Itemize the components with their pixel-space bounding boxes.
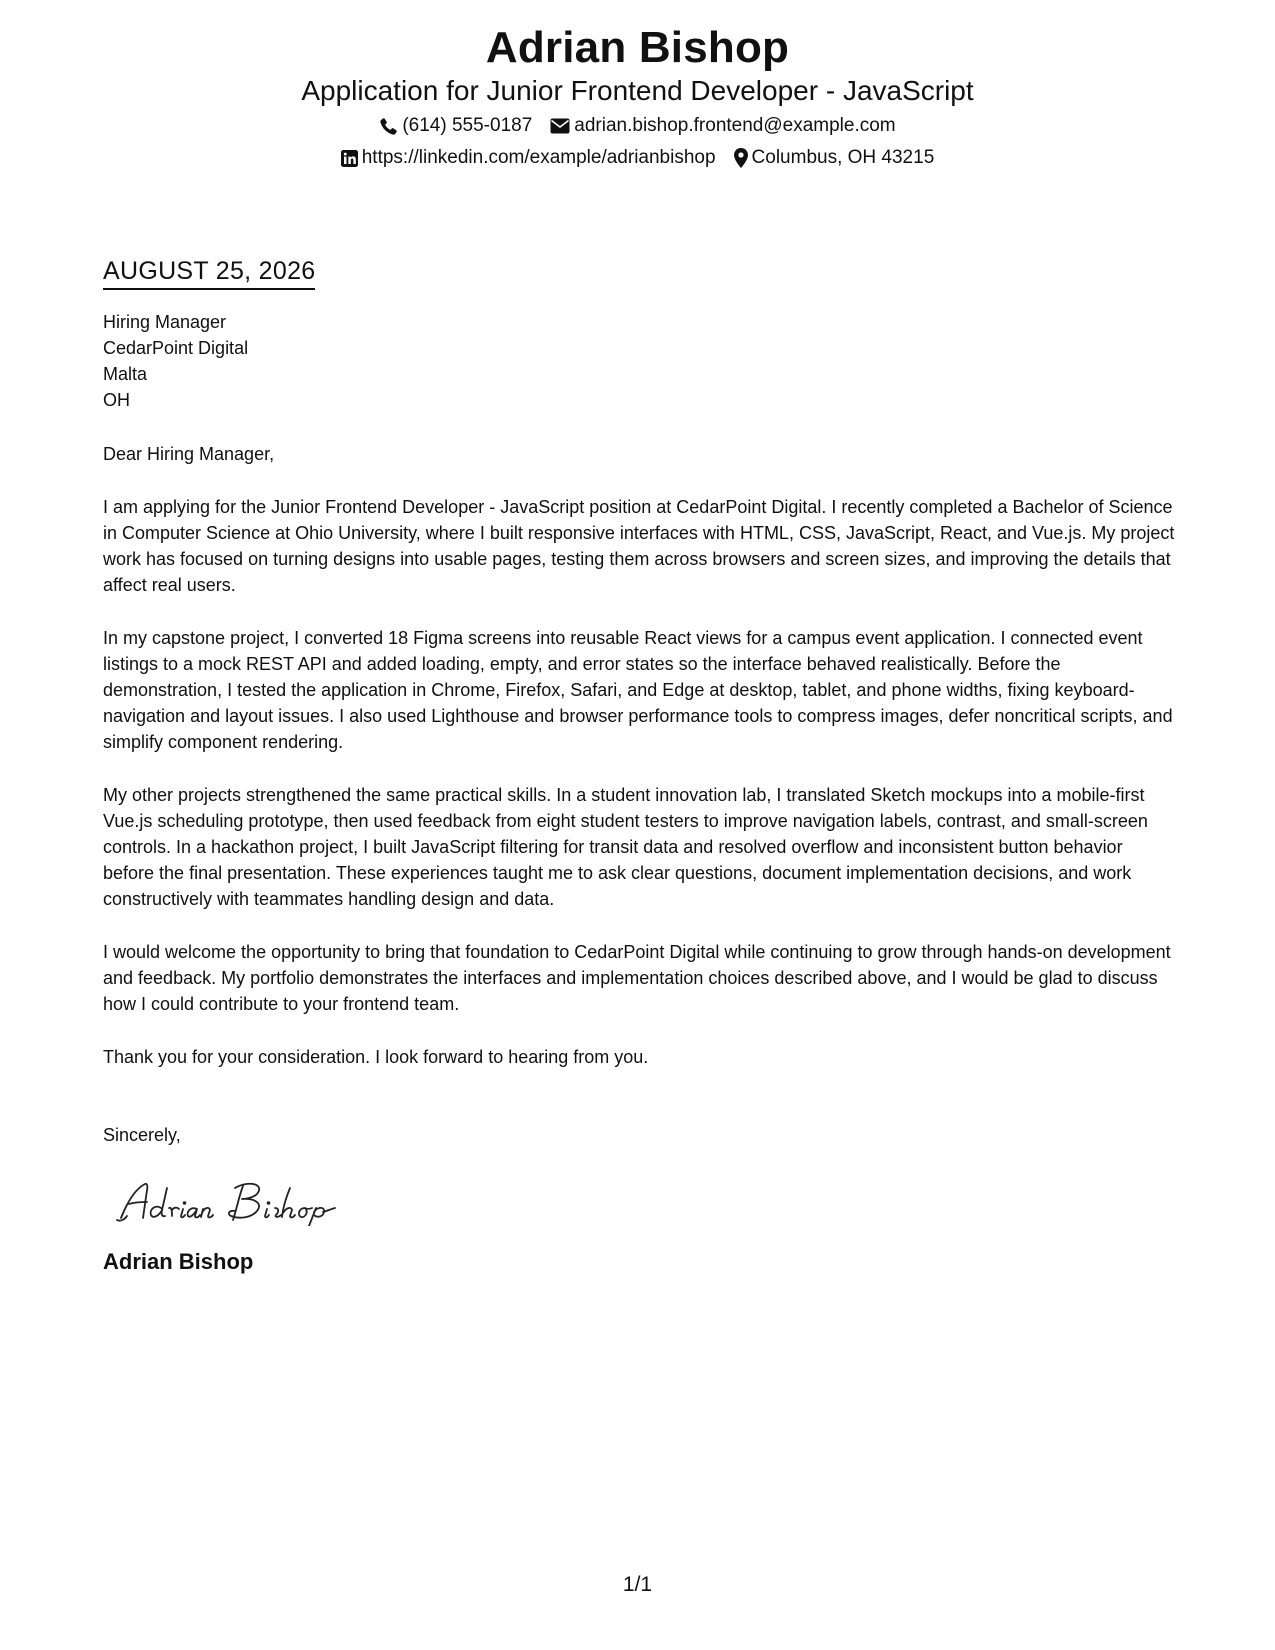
signer-name: Adrian Bishop bbox=[103, 1249, 254, 1274]
recipient-block bbox=[103, 309, 1178, 413]
email-address[interactable]: adrian.bishop.frontend@example.com bbox=[574, 115, 896, 136]
contact-location bbox=[734, 146, 935, 170]
signature-drawing bbox=[115, 1178, 365, 1226]
letter-body bbox=[103, 255, 1178, 1276]
contact-phone bbox=[379, 114, 532, 138]
contact-row-secondary bbox=[0, 146, 1275, 170]
location-text: Columbus, OH 43215 bbox=[751, 147, 935, 168]
application-subtitle: Application for Junior Frontend Developer - JavaScript bbox=[301, 75, 974, 106]
linkedin-icon bbox=[341, 150, 358, 167]
recipient-state: OH bbox=[103, 390, 130, 410]
closing-phrase: Sincerely, bbox=[103, 1125, 181, 1145]
phone-icon bbox=[379, 117, 398, 136]
body-paragraph-closing: I would welcome the opportunity to bring that foundation to CedarPoint Digital while continuing to grow through hands-on development and feedback. My portfolio demonstrates the interfaces and implementation choices described above, and I would be glad to discuss how I could contribute to your frontend team. bbox=[103, 942, 1171, 1014]
applicant-name: Adrian Bishop bbox=[485, 23, 790, 72]
contact-linkedin[interactable] bbox=[341, 146, 716, 170]
body-paragraph-capstone: In my capstone project, I converted 18 Figma screens into reusable React views for a campus event application. I connected event listings to a mock REST API and added loading, empty, and error states so the interface behaved realistically. Before the demonstration, I tested the application in Chrome, Firefox, Safari, and Edge at desktop, tablet, and phone widths, fixing keyboard-navigation and layout issues. I also used Lighthouse and browser performance tools to compress images, defer noncritical scripts, and simplify component rendering. bbox=[103, 628, 1173, 752]
body-paragraph-projects: My other projects strengthened the same practical skills. In a student innovation lab, I translated Sketch mockups into a mobile-first Vue.js scheduling prototype, then used feedback from eight student testers to improve navigation labels, contrast, and small-screen controls. In a hackathon project, I built JavaScript filtering for transit data and resolved overflow and inconsistent button behavior before the final presentation. These experiences taught me to ask clear questions, document implementation decisions, and work constructively with teammates handling design and data. bbox=[103, 785, 1148, 909]
letter-date: AUGUST 25, 2026 bbox=[103, 255, 315, 290]
phone-number: (614) 555-0187 bbox=[402, 115, 533, 136]
page-number: 1/1 bbox=[622, 1573, 653, 1596]
contact-email[interactable] bbox=[550, 114, 895, 138]
body-paragraph-thanks: Thank you for your consideration. I look forward to hearing from you. bbox=[103, 1047, 649, 1067]
contact-row-primary bbox=[0, 114, 1275, 138]
recipient-title: Hiring Manager bbox=[103, 312, 227, 332]
recipient-city: Malta bbox=[103, 364, 148, 384]
salutation: Dear Hiring Manager, bbox=[103, 444, 275, 464]
linkedin-url[interactable]: https://linkedin.com/example/adrianbishop bbox=[361, 147, 716, 168]
letter-header bbox=[0, 22, 1275, 170]
handwritten-signature bbox=[115, 1178, 1178, 1226]
body-paragraph-intro: I am applying for the Junior Frontend Developer - JavaScript position at CedarPoint Digital. I recently completed a Bachelor of Science in Computer Science at Ohio University, where I built responsive interfaces with HTML, CSS, JavaScript, React, and Vue.js. My project work has focused on turning designs into usable pages, testing them across browsers and screen sizes, and improving the details that affect real users. bbox=[103, 497, 1175, 595]
map-marker-icon bbox=[734, 148, 748, 168]
recipient-company: CedarPoint Digital bbox=[103, 338, 249, 358]
envelope-icon bbox=[550, 118, 570, 134]
